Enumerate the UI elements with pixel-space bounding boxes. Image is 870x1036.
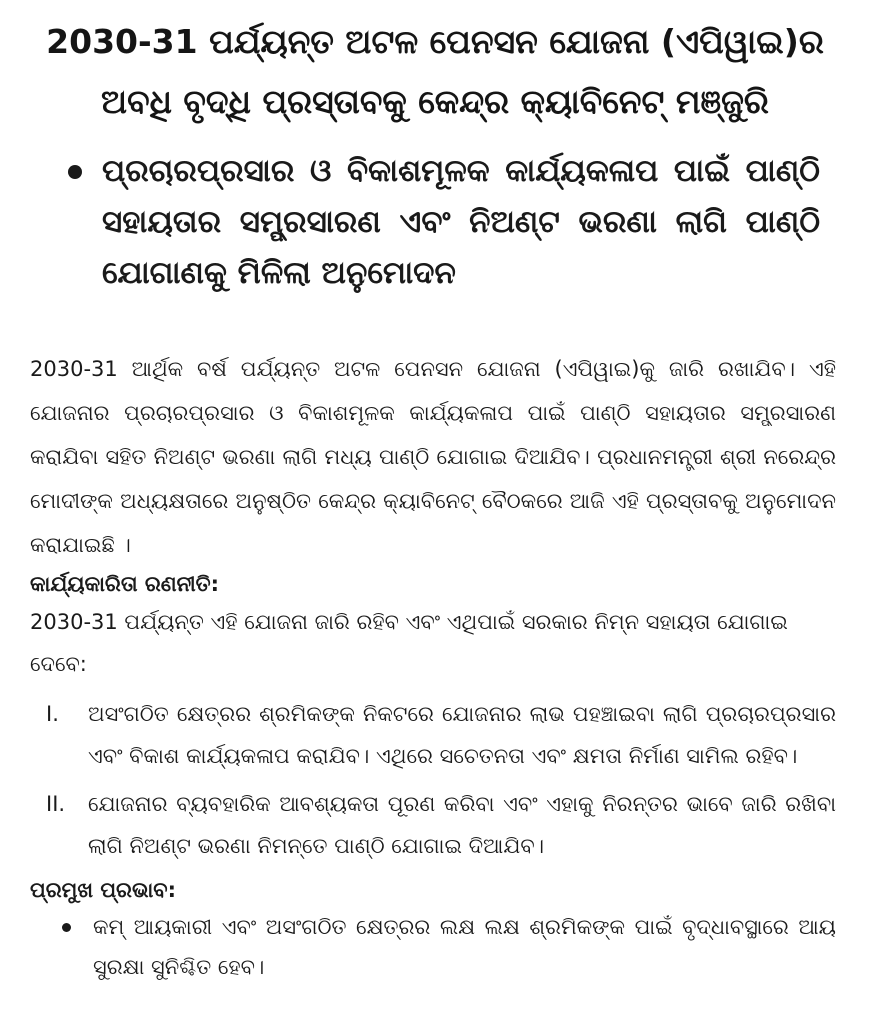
bullet-dot-icon [68, 165, 82, 179]
strategy-intro: 2030-31 ପର୍ଯ୍ୟନ୍ତ ଏହି ଯୋଜନା ଜାରି ରହିବ ଏବଂ ଏଥିପାଇଁ ସରକାର ନିମ୍ନ ସହାୟତା ଯୋଗାଇ ଦେବେ: [30, 610, 788, 676]
impact-list [30, 907, 836, 987]
page-title [10, 12, 860, 132]
bullet-dot-icon [62, 923, 71, 932]
impact-heading: ପ୍ରମୁଖ ପ୍ରଭାବ: [30, 878, 177, 902]
title-line-2: ଅବଧି ବୃଦ୍ଧି ପ୍ରସ୍ତାବକୁ କେନ୍ଦ୍ର କ୍ୟାବିନେଟ୍ ମଞ୍ଜୁରି [101, 82, 769, 121]
strategy-heading: କାର୍ଯ୍ୟକାରିତା ରଣନୀତି: [30, 572, 220, 596]
headline-bullet [48, 146, 820, 299]
list-item-number: I. [46, 702, 59, 726]
list-item-text: କମ୍ ଆୟକାରୀ ଏବଂ ଅସଂଗଠିତ କ୍ଷେତ୍ରର ଲକ୍ଷ ଲକ୍ଷ ଶ୍ରମିକଙ୍କ ପାଇଁ ବୃଦ୍ଧାବସ୍ଥାରେ ଆୟ ସୁରକ୍ଷା ସୁନିଶ୍ଚିତ ହେବ। [93, 915, 836, 979]
list-item-text: ଅସଂଗଠିତ କ୍ଷେତ୍ରର ଶ୍ରମିକଙ୍କ ନିକଟରେ ଯୋଜନାର ଲାଭ ପହଞ୍ଚାଇବା ଲାଗି ପ୍ରଚାରପ୍ରସାର ଏବଂ ବିକାଶ କାର୍ଯ୍ୟକଳାପ କରାଯିବ। ଏଥିରେ ସଚେତନତା ଏବଂ କ୍ଷମତା ନିର୍ମାଣ ସାମିଲ ରହିବ। [88, 702, 836, 768]
intro-paragraph: 2030-31 ଆର୍ଥିକ ବର୍ଷ ପର୍ଯ୍ୟନ୍ତ ଅଟଳ ପେନସନ ଯୋଜନା (ଏପିୱାଇ)କୁ ଜାରି ରଖାଯିବ। ଏହି ଯୋଜନାର ପ୍ରଚାରପ୍ରସାର ଓ ବିକାଶମୂଳକ କାର୍ଯ୍ୟକଳାପ ପାଇଁ ପାଣ୍ଠି ସହାୟତାର ସମ୍ପ୍ରସାରଣ କରାଯିବା ସହିତ ନିଅଣ୍ଟ ଭରଣା ଲାଗି ମଧ୍ୟ ପାଣ୍ଠି ଯୋଗାଇ ଦିଆଯିବ। ପ୍ରଧାନମନ୍ତ୍ରୀ ଶ୍ରୀ ନରେନ୍ଦ୍ର ମୋଦୀଙ୍କ ଅଧ୍ୟକ୍ଷତାରେ ଅନୁଷ୍ଠିତ କେନ୍ଦ୍ର କ୍ୟାବିନେଟ୍ ବୈଠକରେ ଆଜି ଏହି ପ୍ରସ୍ତାବକୁ ଅନୁମୋଦନ କରାଯାଇଛି । [30, 357, 836, 557]
list-item-number: II. [46, 792, 66, 816]
list-item [30, 693, 836, 777]
list-item [30, 783, 836, 867]
list-item-text: ଯୋଜନାର ବ୍ୟବହାରିକ ଆବଶ୍ୟକତା ପୂରଣ କରିବା ଏବଂ ଏହାକୁ ନିରନ୍ତର ଭାବେ ଜାରି ରଖିବା ଲାଗି ନିଅଣ୍ଟ ଭରଣା ନିମନ୍ତେ ପାଣ୍ଠି ଯୋଗାଇ ଦିଆଯିବ। [88, 792, 836, 858]
headline-bullet-text: ପ୍ରଚାରପ୍ରସାର ଓ ବିକାଶମୂଳକ କାର୍ଯ୍ୟକଳାପ ପାଇଁ ପାଣ୍ଠି ସହାୟତାର ସମ୍ପ୍ରସାରଣ ଏବଂ ନିଅଣ୍ଟ ଭରଣା ଲାଗି ପାଣ୍ଠି ଯୋଗାଣକୁ ମିଳିଲା ଅନୁମୋଦନ [102, 153, 820, 291]
title-line-1: 2030-31 ପର୍ଯ୍ୟନ୍ତ ଅଟଳ ପେନସନ ଯୋଜନା (ଏପିୱାଇ)ର [46, 22, 824, 61]
list-item [30, 907, 836, 987]
strategy-list [30, 693, 836, 867]
